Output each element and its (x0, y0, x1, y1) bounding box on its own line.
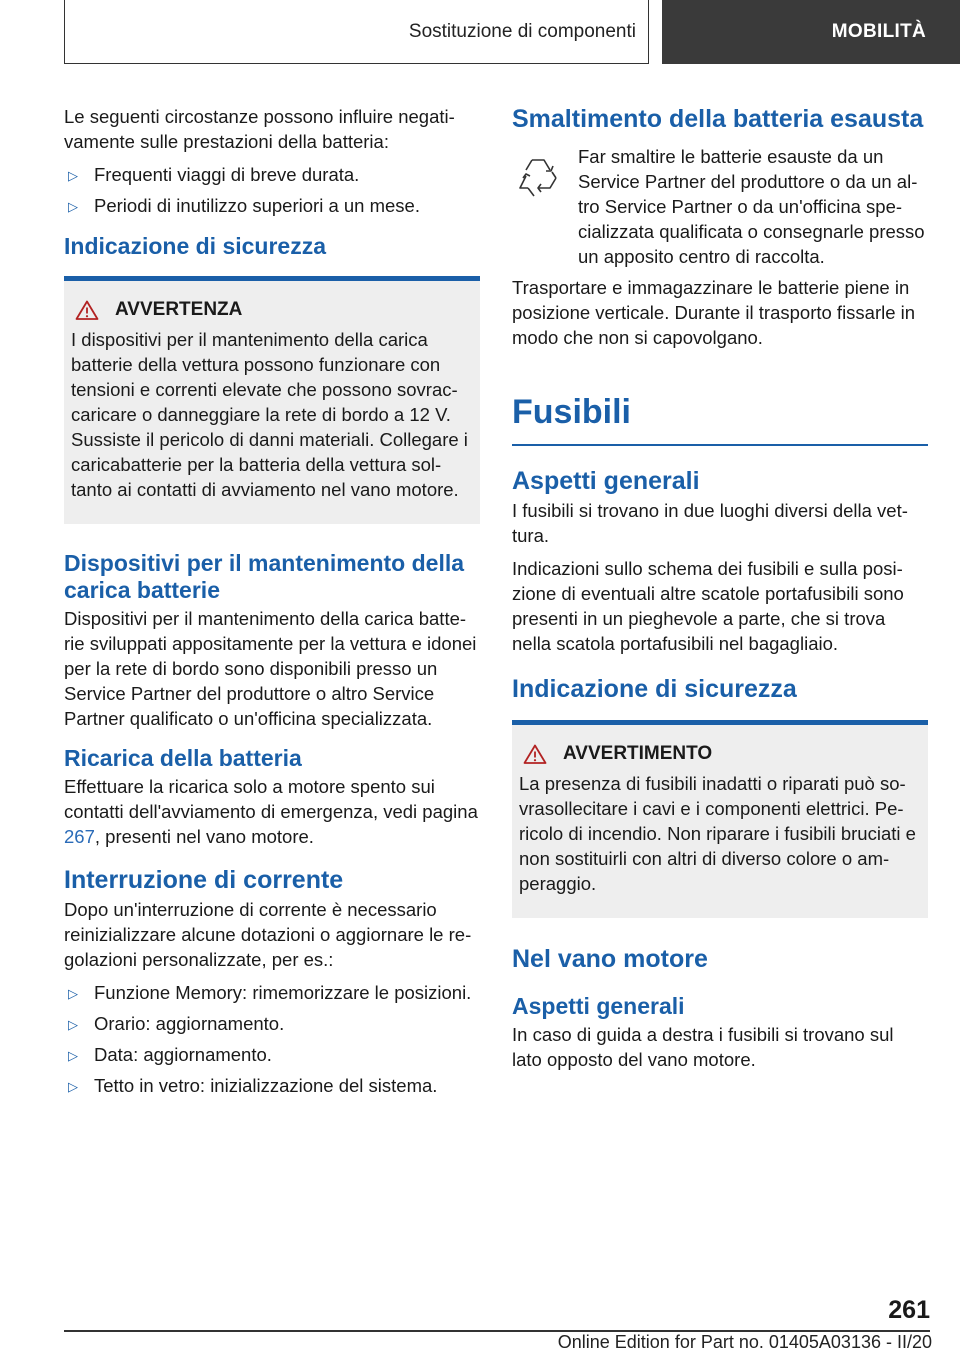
warning-triangle-icon (523, 744, 547, 764)
general-text-1: I fusibili si trovano in due luoghi diversi della vettura. (512, 499, 908, 546)
header-section (64, 0, 649, 64)
warning-triangle-icon (75, 300, 99, 320)
general-text-2: Indicazioni sullo schema dei fusibili e sulla posizione di eventuali altre scatole portafusibili sono presenti in un pieghevole a parte, che si trova nella scatola portafusibili nel bagagliaio. (512, 557, 904, 654)
warning-title: AVVERTIMENTO (563, 742, 713, 764)
right-column (512, 104, 928, 1080)
left-column (64, 104, 480, 1104)
charging-heading: Ricarica della batteria (64, 745, 302, 771)
maintenance-heading: Dispositivi per il mantenimento della carica batterie (64, 550, 465, 603)
warning-title: AVVERTENZA (115, 299, 243, 320)
list-item: ▷ Tetto in vetro: inizializzazione del sistema. (64, 1073, 480, 1098)
triangle-bullet-icon: ▷ (68, 168, 78, 183)
triangle-bullet-icon: ▷ (68, 1079, 78, 1094)
engine-compartment-heading: Nel vano motore (512, 944, 708, 973)
recycle-icon (512, 152, 564, 204)
list-item: ▷ Orario: aggiornamento. (64, 1011, 480, 1036)
header-chapter (662, 0, 960, 64)
warning-box (512, 725, 928, 918)
maintenance-text: Dispositivi per il mantenimento della carica batterie sviluppati appositamente per la vettura e idonei per la rete di bordo sono disponibili presso un Service Partner del produttore o altro Service Partner qualificato o un'officina specializzata. (64, 608, 477, 729)
triangle-bullet-icon: ▷ (68, 1048, 78, 1063)
power-interruption-heading: Interruzione di corrente (64, 866, 344, 894)
triangle-bullet-icon: ▷ (68, 986, 78, 1001)
safety-heading: Indicazione di sicurezza (64, 233, 327, 259)
charging-text: Effettuare la ricarica solo a motore spento sui contatti dell'avviamento di emergenza, vedi pagina 267, presenti nel vano motore. (64, 776, 478, 847)
triangle-bullet-icon: ▷ (68, 199, 78, 214)
power-interruption-list (64, 980, 480, 1098)
warning-text: I dispositivi per il mantenimento della carica batterie della vettura possono funzionare con tensioni e correnti elevate che possono sovraccaricare o danneggiare la rete di bordo a 12 V. Sussiste il pericolo di danni materiali. Collegare i caricabatterie per la batteria della vettura soltanto ai contatti di avviamento nel vano motore. (71, 329, 468, 500)
general-heading: Aspetti generali (512, 466, 700, 495)
disposal-text: Far smaltire le batterie esauste da un Service Partner del produttore o da un altro Service Partner o da un'officina specializzata qualificata o consegnarle presso un apposito centro di raccolta. (578, 146, 925, 267)
list-item: ▷ Data: aggiornamento. (64, 1042, 480, 1067)
header-chapter-title: MOBILITÀ (831, 21, 926, 42)
list-item: ▷ Funzione Memory: rimemorizzare le posizioni. (64, 980, 480, 1005)
divider (512, 444, 928, 446)
intro-paragraph: Le seguenti circostanze possono influire negativamente sulle prestazioni della batteria: (64, 106, 455, 152)
footer-edition: Online Edition for Part no. 01405A03136 - II/20 (557, 1332, 932, 1352)
page-number: 261 (888, 1296, 930, 1324)
warning-box (64, 281, 480, 524)
safety-heading-right: Indicazione di sicurezza (512, 674, 797, 703)
engine-general-heading: Aspetti generali (512, 992, 685, 1019)
transport-text: Trasportare e immagazzinare le batterie piene in posizione verticale. Durante il trasporto fissarle in modo che non si capovolgano. (512, 277, 916, 348)
disposal-block (512, 144, 928, 269)
engine-text: In caso di guida a destra i fusibili si trovano sul lato opposto del vano motore. (512, 1023, 894, 1070)
intro-list (64, 162, 480, 218)
list-item: ▷ Periodi di inutilizzo superiori a un mese. (64, 193, 480, 218)
list-item: ▷ Frequenti viaggi di breve durata. (64, 162, 480, 187)
triangle-bullet-icon: ▷ (68, 1017, 78, 1032)
warning-text: La presenza di fusibili inadatti o riparati può sovrasollecitare i cavi e i componenti elettrici. Pericolo di incendio. Non riparare i fusibili bruciati e non sostituirli con altri di diverso colore o amperaggio. (519, 772, 916, 894)
page-link[interactable]: 267 (64, 826, 95, 847)
header-section-title: Sostituzione di componenti (408, 20, 636, 42)
fuses-heading: Fusibili (512, 393, 631, 431)
power-interruption-text: Dopo un'interruzione di corrente è necessario reinizializzare alcune dotazioni o aggiornare le regolazioni personalizzate, per es.: (64, 899, 472, 970)
disposal-heading: Smaltimento della batteria esausta (512, 105, 924, 133)
